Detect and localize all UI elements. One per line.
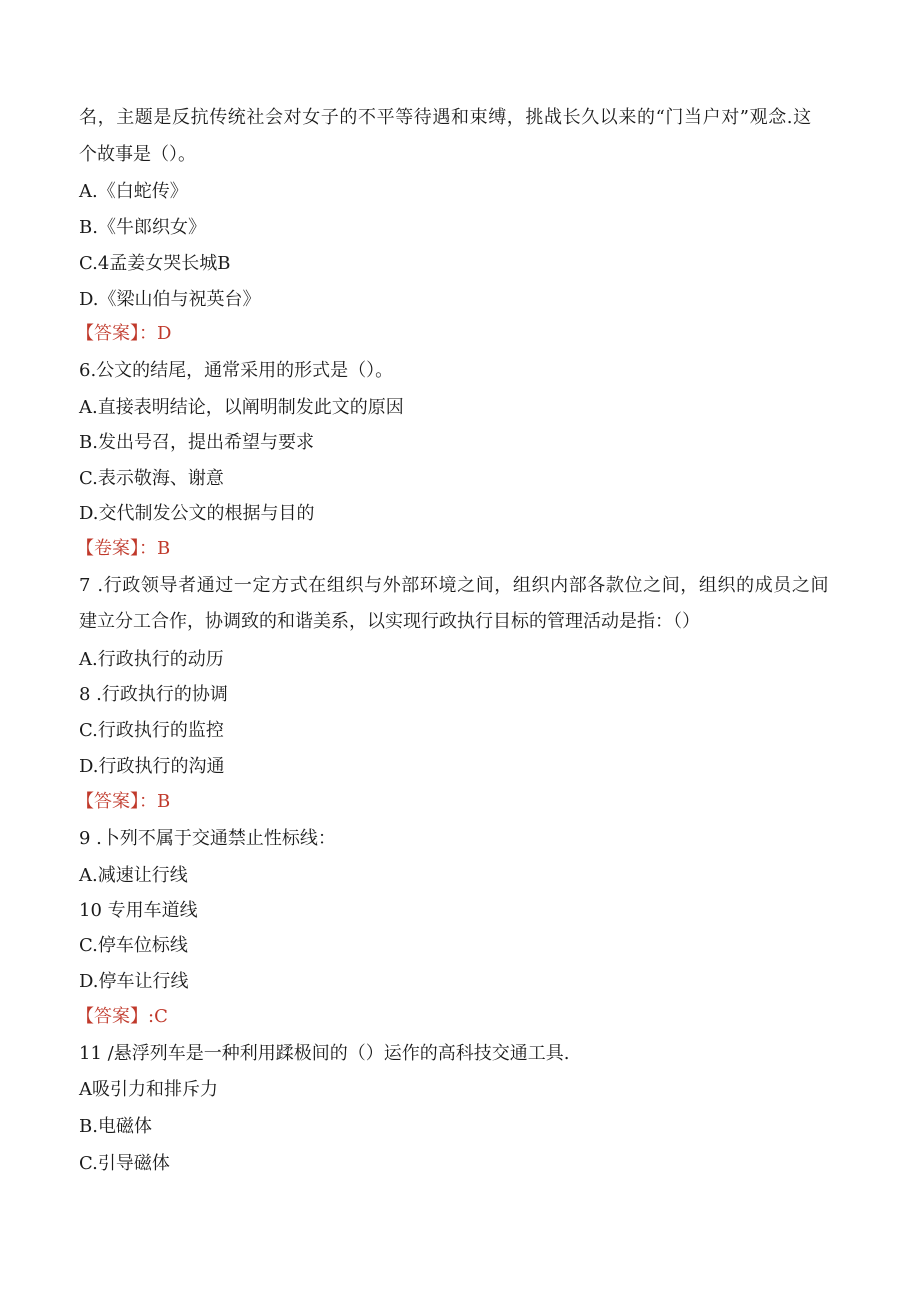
question-9-stem: 9 .卜列不属于交通禁止性标线： (79, 828, 336, 849)
question-6-option-c: C.表示敬海、谢意 (79, 468, 224, 489)
question-7-stem-line-2: 建立分工合作，协调致的和谐美系，以实现行政执行目标的管理活动是指：（） (79, 611, 700, 632)
question-11-option-c: C.引导磁体 (79, 1153, 170, 1174)
question-6-option-b: B.发出号召，提出希望与要求 (79, 432, 314, 453)
question-9-option-c: C.停车位标线 (79, 935, 188, 956)
question-6-stem: 6.公文的结尾，通常采用的形式是（）。 (79, 360, 394, 381)
question-5-option-a: A.《白蛇传》 (79, 181, 188, 202)
question-6-answer: 【卷案】：B (76, 538, 171, 559)
question-7-option-a: A.行政执行的动历 (79, 649, 224, 670)
question-7-option-b: 8 .行政执行的协调 (79, 684, 228, 705)
question-5-answer: 【答案】：D (76, 323, 172, 344)
question-7-stem-line-1: 7 .行政领导者通过一定方式在组织与外部环境之间，组织内部各款位之间，组织的成员之间 (79, 575, 830, 596)
question-11-stem: 11 /悬浮列车是一种利用蹂极间的（）运作的高科技交通工具. (79, 1043, 570, 1064)
question-9-option-a: A.减速让行线 (79, 865, 188, 886)
question-11-option-b: B.电磁体 (79, 1116, 152, 1137)
question-5-option-b: B.《牛郎织女》 (79, 217, 206, 238)
question-9-answer: 【答案】:C (76, 1006, 168, 1027)
question-5-option-c: C.4孟姜女哭长城B (79, 253, 231, 274)
question-6-option-a: A.直接表明结论，以阐明制发此文的原因 (79, 397, 404, 418)
question-5-stem-line-2: 个故事是（）。 (79, 144, 196, 165)
question-11-option-a: A吸引力和排斥力 (79, 1079, 218, 1100)
question-6-option-d: D.交代制发公文的根据与目的 (79, 503, 315, 524)
question-5-stem-line-1: 名，主题是反抗传统社会对女子的不平等待遇和束缚，挑战长久以来的“门当户对”观念.这 (79, 107, 812, 128)
question-9-option-d: D.停车让行线 (79, 971, 189, 992)
question-7-answer: 【答案】：B (76, 791, 171, 812)
question-9-option-b: 10 专用车道线 (79, 900, 198, 921)
question-7-option-d: D.行政执行的沟通 (79, 756, 225, 777)
question-7-option-c: C.行政执行的监控 (79, 720, 224, 741)
question-5-option-d: D.《梁山伯与祝英台》 (79, 289, 261, 310)
